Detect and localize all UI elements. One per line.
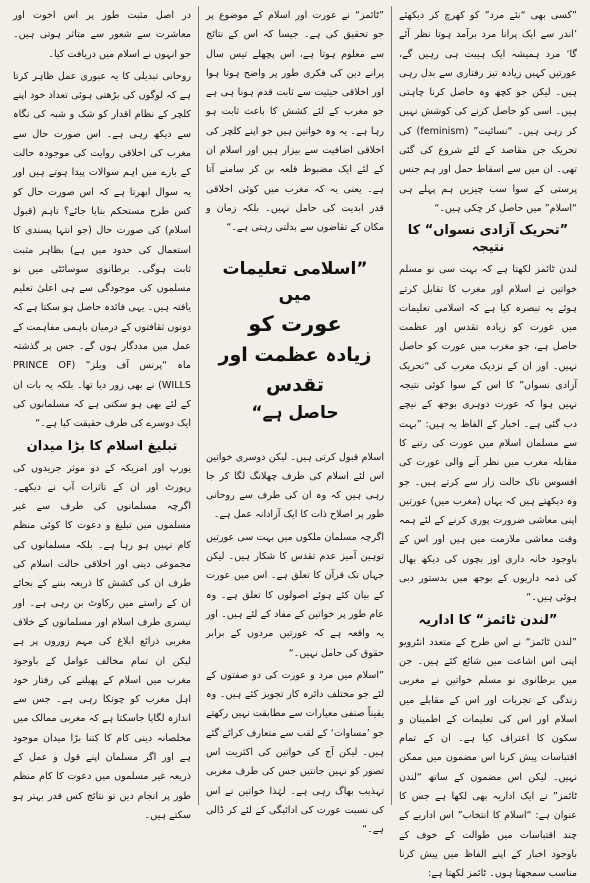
section-heading: ”تحریک آزادی نسواں“ کا نتیجہ xyxy=(407,223,569,256)
pull-quote-line: عورت کو xyxy=(248,311,342,336)
column-left xyxy=(6,6,198,821)
pull-quote xyxy=(210,248,380,434)
pull-quote-line: ”اسلامی تعلیمات میں xyxy=(222,258,368,305)
paragraph: اسلام قبول کرتی ہیں۔ لیکن دوسری خواتین اس لئے اسلام کی طرف چھلانگ لگا کر جا رہی ہیں کہ وہ ان کی طرف سے روحانی طور پر اصلاح ذات کا ایک آزادانہ عمل ہے۔ xyxy=(206,451,384,521)
section-heading: ”لندن ٹائمز“ کا اداریہ xyxy=(418,612,558,628)
column-middle xyxy=(198,6,391,836)
column-right xyxy=(391,6,584,880)
pull-quote-line: حاصل ہے“ xyxy=(251,402,339,423)
paragraph: در اصل مثبت طور پر اس اخوت اور معاشرت سے شعور سے متاثر ہوتی ہیں۔ جو انہوں نے اسلام میں دریافت کیا۔ xyxy=(13,10,191,60)
paragraph: ”کسی بھی “نئے مرد” کو کھرچ کر دیکھئے ’اندر سے ایک پرانا مرد برآمد ہوتا نظر آئے گا‘ مرد ہمیشہ ایک ہیبت ہی رہیں گے، عورتیں کہیں زیادہ تیز رفتاری سے بدل رہی ہیں۔ لیکن جو کچھ وہ حاصل کرنا چاہتی ہیں۔ اسی کو حاصل کرنے کی کوشش نہیں کر رہی ہیں۔ “نسائیت” (feminism) کی تحریک جن مقاصد کے لئے شروع کی گئی تھی۔ ان میں سے اسقاط حمل اور ہم جنس پرستی کے سوا سب چیزیں ہم پہلے ہی “اسلام” میں حاصل کر چکی ہیں۔“ xyxy=(399,10,577,214)
paragraph: ”لندن ٹائمز“ نے اس طرح کے متعدد انٹرویو اپنی اس اشاعت میں شائع کئے ہیں۔ جن میں برطانوی نو مسلم خواتین نے مغربی زندگی کے تجربات اور اس کے مقابلے میں اسلام اور اس کی تعلیمات کے اطمینان و سکون کا اعتراف کیا ہے۔ ان کے تمام اقتباسات پیش کرنا اس مضمون میں ممکن نہیں۔ لیکن اس مضمون کے ساتھ “لندن ٹائمز” نے ایک اداریہ بھی لکھا ہے جس کا عنوان ہے: “اسلام کا انتخاب” اس اداریے کے چند اقتباسات میں طوالت کے خوف کے باوجود اخبار کے اپنے الفاظ میں پیش کرنا مناسب سمجھتا ہوں۔ ٹائمز لکھتا ہے: xyxy=(399,636,577,880)
paragraph: ”ٹائمز“ نے عورت اور اسلام کے موضوع پر جو تحقیق کی ہے۔ جیسا کہ اس کے نتائج سے معلوم ہوتا ہے، اس پچھلے تیس سال پرانے دین کی فکری طور پر واضح ہوتا ہوا اور اخلاقی حیثیت سے ثابت قدم ہونا ہی ہے جو مغرب کے لئے کشش کا باعث ثابت ہو رہا ہے۔ یہ وہ خواتین ہیں جو اپنے کلچر کی اخلاقی اضافیت سے بیزار ہیں اور اسلام ان کے لئے ایک مضبوط قلعہ بن کر سامنے آتا ہے۔ یعنی یہ کہ مغرب میں کوئی اخلاقی قدر ابدیت کی حامل نہیں۔ بلکہ زمان و مکان کے تقاضوں سے بدلتی رہتی ہے۔“ xyxy=(206,10,384,234)
pull-quote-line: زیادہ عظمت اور تقدس xyxy=(218,343,372,396)
paragraph: لندن ٹائمز لکھتا ہے کہ بہت سی نو مسلم خواتین نے اسلام اور مغرب کا تقابل کرتے ہوئے یہ تبصرہ کیا ہے کہ اسلامی تعلیمات میں عورت کو زیادہ تقدس اور عظمت حاصل ہے، جو مغرب میں عورت کو حاصل نہیں۔ اور ان کے نزدیک مغرب کی “تحریک آزادی نسواں” کا اس کے سوا کوئی نتیجہ نہیں ہوا کہ عورت دوہری بوجھ کے نیچے دب گئی ہے۔ اخبار کے الفاظ یہ ہیں: ”بہت سے مسلمان اسلام میں عورت کی رتبے کا مقابلہ مغرب میں نظر آنے والی عورت کی افسوس ناک حالت زار سے کرتے ہیں۔ جو وہ دیکھتے ہیں کہ یہاں (مغرب میں) عورتیں اپنی معاشی ضرورت پوری کرنے کے لئے ہمہ وقت معاشی ملازمت میں ہیں اور اس کے باوجود خانہ داری اور بچوں کی دیکھ بھال کی ذمہ داریوں کے بوجھ میں بدستور دبی ہوئی ہیں۔“ xyxy=(399,264,577,604)
paragraph: روحانی تبدیلی کا یہ عبوری عمل ظاہر کرتا ہے کہ لوگوں کی بڑھتی ہوئی تعداد خود اپنے کلچر کے نظام اقدار کو شک و شبہ کی نگاہ سے دیکھ رہی ہے۔ اس صورت حال سے مغرب کی اخلاقی روایت کی موجودہ حالت کے بارے میں اہم سوالات پیدا ہوتے ہیں اور یہ سوال ابھرتا ہے کہ اس صورت حال کو کس طرح مستحکم بنایا جائے؟ تاہم (قبول اسلام) کی صورت حال (جو انتہا پسندی کا استعمال کی حدود میں ہے) بظاہر مثبت ثابت ہوگی۔ برطانوی سوسائٹی میں نو مسلموں کی موجودگی سے ہی اعلیٰ تعلیم یافتہ ہیں۔ یہی فائدہ حاصل ہو سکتا ہے کہ دونوں ثقافتوں کے درمیان باہمی مفاہمت کے عمل میں مددگار ہوں گے۔ جس پر گذشتہ ماہ “پرنس آف ویلز” (PRINCE OF WILLS) نے بھی زور دیا تھا۔ بلکہ یہ بات ان کے لئے بھی ہو سکتی ہے کہ مسلمانوں کی ایک دوسرے کی طرف حقیقت کیا ہے۔“ xyxy=(13,70,191,430)
section-heading: تبلیغ اسلام کا بڑا میدان xyxy=(26,438,178,454)
paragraph: اگرچہ مسلمان ملکوں میں بہت سی عورتیں توہین آمیز عدم تقدس کا شکار ہیں۔ لیکن جہاں تک قرآن کا تعلق ہے۔ اس میں عورت کے بیان کئے ہوئے اصولوں کا تعلق ہے۔ وہ عام طور پر خواتین کے مفاد کے لئے ہیں۔ اور یہ واقعہ ہے کہ عورتیں مردوں کے برابر حقوق کی حامل نہیں۔“ xyxy=(206,531,384,659)
paragraph: ”اسلام میں مرد و عورت کی دو صفتوں کے لئے جو مختلف دائرہ کار تجویز کئے ہیں۔ وہ یقیناً صنفی معیارات سے مطابقت نہیں رکھتے جو ’مساوات‘ کے لقب سے متعارف کرائے گئے ہیں۔ لیکن آج کی خواتین کی اکثریت اس تصور کو نہیں جانتیں جس کی طرف مغربی تہذیب بھاگ رہی ہے۔ لہٰذا خواتین نے اس کی نسبت عورت کی ادائیگی کے لئے کر ڈالی ہے۔“ xyxy=(206,669,384,836)
paragraph: یورپ اور امریکہ کے دو موثر جریدوں کی رپورٹ اور ان کے تاثرات آپ نے دیکھے۔ اگرچہ مسلمانوں کی طرف سے غیر مسلموں میں تبلیغ و دعوت کا کوئی منظم کام نہیں ہو رہا ہے۔ بلکہ مسلمانوں کی مجموعی دینی اور اخلاقی حالت اسلام کی طرف ان کی کشش کا ذریعہ بننے کے بجائے ان کے راستے میں رکاوٹ بن رہی ہے۔ اور تیسری طرف اسلام اور مسلمانوں کے خلاف مغربی ذرائع ابلاغ کی مہم زوروں پر ہے لیکن ان تمام مخالف عوامل کے باوجود مغرب میں اسلام کے پھیلنے کی رفتار خود اہل مغرب کو چونکا رہی ہے۔ جس سے اندازہ لگایا جاسکتا ہے کہ مغربی ممالک میں مخلصانہ دینی کام کا کتنا بڑا میدان موجود ہے اور اگر مسلمان اپنے قول و عمل کے ذریعہ غیر مسلموں میں دعوت کا کام منظم طور پر انجام دیں تو نتائج کس قدر بہتر ہو سکتے ہیں۔ xyxy=(13,462,191,821)
